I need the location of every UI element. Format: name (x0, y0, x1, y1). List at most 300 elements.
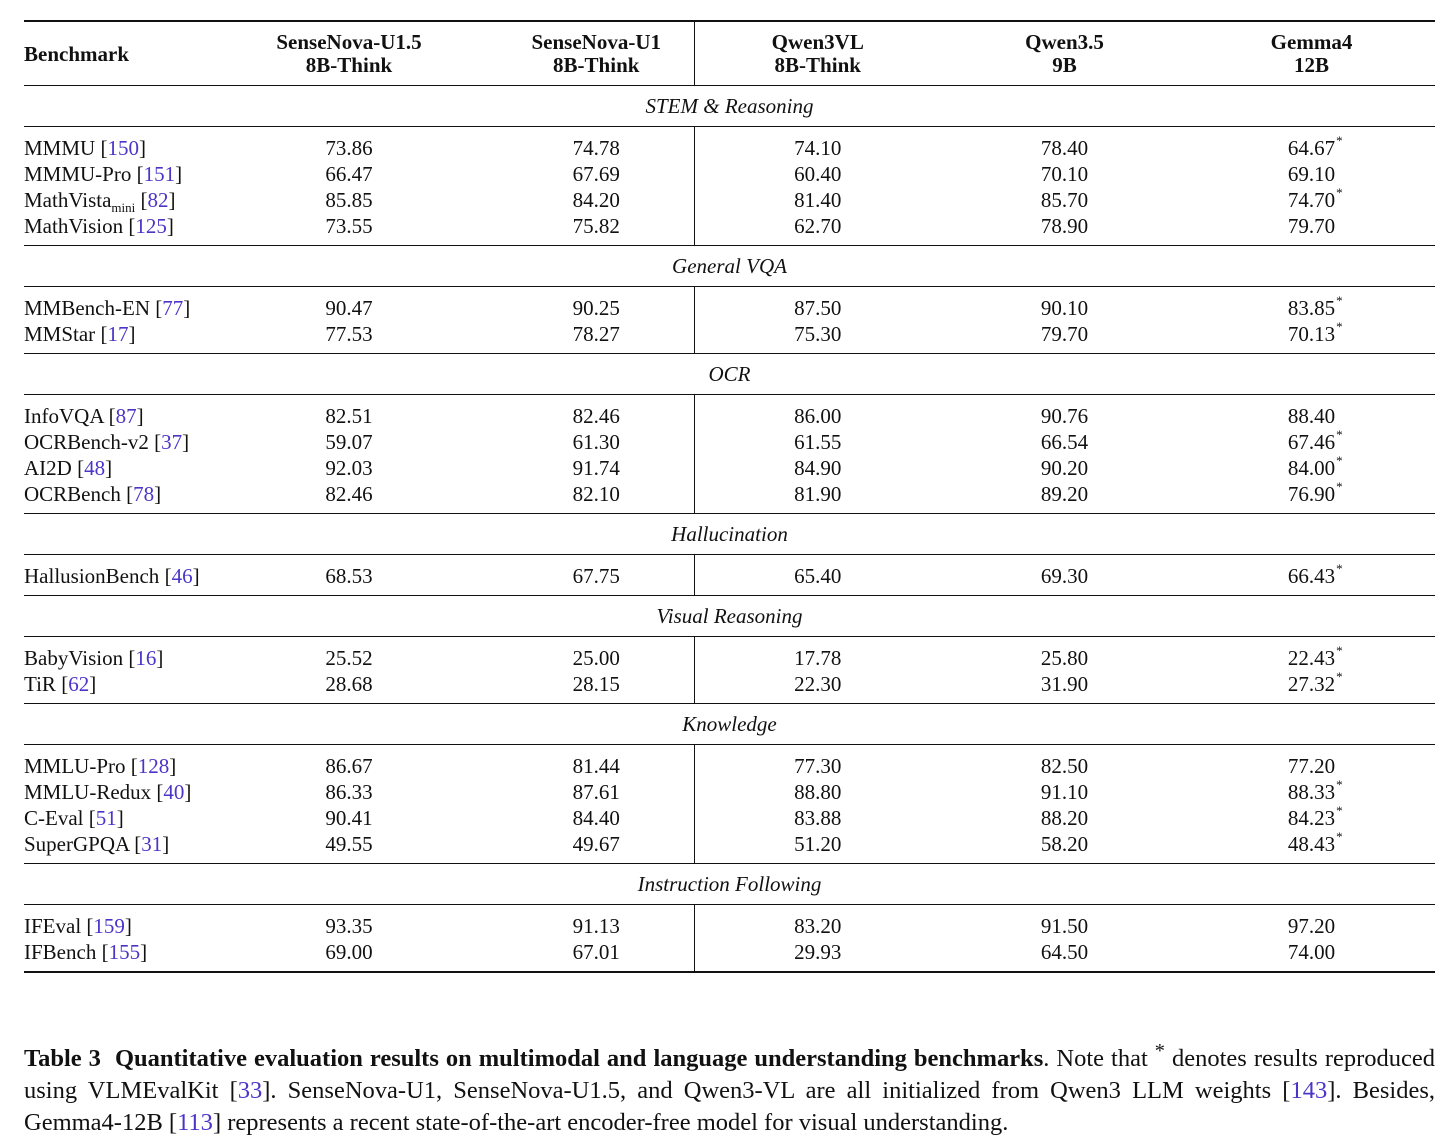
score-cell (499, 671, 694, 704)
citation-link[interactable]: 48 (84, 456, 106, 480)
table-section (24, 86, 1435, 246)
score-value (325, 564, 372, 588)
score-cell (199, 831, 499, 864)
score-number: 28.15 (572, 672, 620, 696)
citation-link[interactable]: 31 (141, 832, 163, 856)
table-row (24, 321, 1435, 354)
citation-link[interactable]: 17 (107, 322, 129, 346)
score-value (325, 404, 372, 428)
score-value (325, 914, 372, 938)
score-value (1041, 940, 1088, 964)
caption-text: ]. Besides, Gemma4-12B [ (24, 1076, 1435, 1136)
score-number: 90.25 (572, 296, 620, 320)
score-number: 29.93 (794, 940, 842, 964)
score-cell (1188, 287, 1435, 322)
score-cell (199, 287, 499, 322)
score-number: 83.85 (1287, 296, 1336, 320)
table-row (24, 287, 1435, 322)
reproduced-marker: * (1336, 803, 1343, 818)
score-cell (499, 805, 694, 831)
score-value (1287, 829, 1343, 856)
score-number: 90.76 (1040, 404, 1089, 428)
score-number: 22.43 (1287, 646, 1336, 670)
score-number: 85.85 (325, 188, 373, 212)
score-cell (1188, 831, 1435, 864)
score-value (325, 456, 372, 480)
score-cell (1188, 455, 1435, 481)
score-number: 66.54 (1040, 430, 1089, 454)
score-cell (694, 481, 941, 514)
score-cell (499, 745, 694, 780)
section-title: OCR (24, 354, 1435, 395)
benchmark-name: MathVision (24, 214, 124, 238)
score-value (573, 672, 620, 696)
caption-citation-link[interactable]: 33 (237, 1076, 263, 1104)
benchmark-cell: HallusionBench [46] (24, 564, 200, 588)
score-cell (199, 127, 499, 162)
score-number: 49.67 (572, 832, 620, 856)
benchmark-name: InfoVQA (24, 404, 104, 428)
score-value (325, 482, 372, 506)
score-value (1041, 780, 1088, 804)
score-cell (941, 455, 1188, 481)
score-cell (499, 187, 694, 213)
score-number: 90.10 (1040, 296, 1089, 320)
score-number: 82.46 (572, 404, 620, 428)
score-number: 84.20 (572, 188, 620, 212)
header-model-size: 12B (1293, 52, 1329, 77)
benchmark-cell: TiR [62] (24, 672, 97, 696)
score-number: 65.40 (794, 564, 842, 588)
header-benchmark: Benchmark (24, 41, 129, 66)
score-value (1041, 646, 1088, 670)
score-number: 91.50 (1040, 914, 1089, 938)
score-value (1041, 832, 1088, 856)
score-cell (199, 805, 499, 831)
benchmark-cell: OCRBench [78] (24, 482, 162, 506)
score-cell (941, 481, 1188, 514)
score-number: 77.53 (325, 322, 373, 346)
score-value (1041, 136, 1088, 160)
score-number: 87.61 (572, 780, 620, 804)
score-value (1041, 404, 1088, 428)
score-value (1287, 185, 1343, 212)
score-value (325, 322, 372, 346)
score-number: 70.10 (1040, 162, 1089, 186)
score-number: 25.80 (1040, 646, 1089, 670)
score-number: 83.88 (794, 806, 842, 830)
score-number: 28.68 (325, 672, 373, 696)
header-model-sensenova-u15 (199, 21, 499, 86)
score-number: 62.70 (794, 214, 842, 238)
score-number: 78.27 (572, 322, 620, 346)
score-cell (941, 127, 1188, 162)
citation-link[interactable]: 87 (115, 404, 137, 428)
score-cell (694, 429, 941, 455)
score-value (1287, 293, 1343, 320)
score-cell (1188, 745, 1435, 780)
table-section (24, 596, 1435, 704)
score-cell (199, 455, 499, 481)
caption-citation-link[interactable]: 143 (1290, 1076, 1328, 1104)
score-value (573, 404, 620, 428)
table-row (24, 127, 1435, 162)
caption-label: Table 3 (24, 1044, 101, 1072)
benchmark-name: TiR (24, 672, 56, 696)
score-cell (1188, 187, 1435, 213)
score-cell (199, 321, 499, 354)
score-cell (499, 481, 694, 514)
table-row (24, 671, 1435, 704)
score-value (794, 322, 841, 346)
score-value (1288, 162, 1335, 186)
score-number: 69.10 (1287, 162, 1336, 186)
score-cell (941, 671, 1188, 704)
score-value (325, 832, 372, 856)
reproduced-marker: * (1336, 453, 1343, 468)
score-number: 87.50 (794, 296, 842, 320)
reproduced-marker: * (1336, 427, 1343, 442)
section-header-row (24, 704, 1435, 745)
score-value (794, 754, 841, 778)
score-value (1041, 482, 1088, 506)
score-value (794, 188, 841, 212)
score-cell (694, 905, 941, 940)
table-row (24, 745, 1435, 780)
section-title: Knowledge (24, 704, 1435, 745)
reproduced-marker: * (1336, 185, 1343, 200)
score-cell (694, 161, 941, 187)
score-cell (199, 745, 499, 780)
score-number: 58.20 (1040, 832, 1089, 856)
benchmark-name: HallusionBench (24, 564, 160, 588)
table-section (24, 864, 1435, 973)
table-row (24, 905, 1435, 940)
score-cell (199, 671, 499, 704)
header-model-size: 8B-Think (553, 52, 640, 77)
score-number: 25.52 (325, 646, 373, 670)
score-cell (1188, 939, 1435, 972)
score-number: 67.01 (572, 940, 620, 964)
section-header-row (24, 514, 1435, 555)
citation-link[interactable]: 46 (171, 564, 193, 588)
citation-link[interactable]: 51 (95, 806, 117, 830)
score-number: 70.13 (1287, 322, 1336, 346)
benchmark-cell: AI2D [48] (24, 456, 113, 480)
citation-link[interactable]: 40 (163, 780, 185, 804)
score-value (1041, 914, 1088, 938)
header-model-size: 8B-Think (774, 52, 861, 77)
score-cell (941, 429, 1188, 455)
score-number: 91.13 (572, 914, 620, 938)
score-value (325, 162, 372, 186)
benchmark-cell: BabyVision [16] (24, 646, 164, 670)
benchmark-name: MMStar (24, 322, 96, 346)
score-value (794, 646, 841, 670)
benchmark-cell: IFBench [155] (24, 939, 199, 972)
score-number: 77.30 (794, 754, 842, 778)
header-model-name: SenseNova-U1 (531, 29, 661, 54)
score-value (1287, 777, 1343, 804)
score-cell (694, 831, 941, 864)
citation-link[interactable]: 62 (68, 672, 90, 696)
score-cell (941, 745, 1188, 780)
header-model-size: 8B-Think (305, 52, 393, 77)
score-value (1041, 456, 1088, 480)
header-model-name: SenseNova-U1.5 (276, 29, 422, 54)
score-value (573, 482, 620, 506)
score-number: 67.46 (1287, 430, 1336, 454)
score-cell (1188, 161, 1435, 187)
table-section (24, 704, 1435, 864)
score-cell (941, 939, 1188, 972)
score-number: 84.90 (794, 456, 842, 480)
score-number: 67.75 (572, 564, 620, 588)
benchmark-name: BabyVision (24, 646, 124, 670)
benchmark-name: AI2D (24, 456, 72, 480)
score-value (325, 646, 372, 670)
citation-link[interactable]: 37 (161, 430, 183, 454)
score-number: 74.10 (794, 136, 842, 160)
score-number: 60.40 (794, 162, 842, 186)
score-value (1041, 806, 1088, 830)
score-cell (499, 637, 694, 672)
score-value (325, 940, 372, 964)
reproduced-marker: * (1336, 133, 1343, 148)
benchmark-cell: OCRBench-v2 [37] (24, 430, 190, 454)
reproduced-marker: * (1336, 777, 1343, 792)
benchmark-name: IFBench (24, 940, 97, 964)
score-value (1287, 561, 1343, 588)
score-value (794, 780, 841, 804)
score-cell (499, 429, 694, 455)
score-number: 93.35 (325, 914, 373, 938)
benchmark-cell: C-Eval [51] (24, 806, 124, 830)
score-value (573, 322, 620, 346)
score-value (325, 214, 372, 238)
score-cell (1188, 213, 1435, 246)
reproduced-marker: * (1336, 669, 1343, 684)
table-header (24, 21, 1435, 86)
score-number: 68.53 (325, 564, 373, 588)
score-number: 69.30 (1040, 564, 1089, 588)
score-cell (499, 779, 694, 805)
score-number: 89.20 (1040, 482, 1089, 506)
score-value (573, 832, 620, 856)
score-cell (199, 395, 499, 430)
score-value (794, 482, 841, 506)
score-cell (199, 779, 499, 805)
score-value (325, 188, 372, 212)
score-number: 90.47 (325, 296, 373, 320)
score-number: 81.90 (794, 482, 842, 506)
score-number: 82.50 (1040, 754, 1089, 778)
benchmark-cell: IFEval [159] (24, 914, 132, 938)
score-number: 64.50 (1040, 940, 1089, 964)
score-value (1287, 669, 1343, 696)
reproduced-marker: * (1336, 479, 1343, 494)
header-model-qwen35 (941, 21, 1188, 86)
score-cell (499, 831, 694, 864)
score-value (573, 188, 620, 212)
score-value (1288, 404, 1335, 428)
score-number: 84.40 (572, 806, 620, 830)
score-cell (694, 287, 941, 322)
caption-citation-link[interactable]: 113 (177, 1108, 213, 1136)
benchmark-cell: MathVision [125] (24, 214, 174, 238)
score-cell (941, 395, 1188, 430)
citation-link[interactable]: 155 (108, 940, 141, 964)
score-cell (941, 779, 1188, 805)
score-number: 66.43 (1287, 564, 1336, 588)
score-value (794, 430, 841, 454)
citation-link[interactable]: 150 (107, 136, 139, 160)
score-value (1288, 214, 1335, 238)
score-value (1041, 672, 1088, 696)
citation-link[interactable]: 159 (93, 914, 125, 938)
score-number: 49.55 (325, 832, 373, 856)
table-section (24, 514, 1435, 596)
benchmark-name: MMLU-Redux (24, 780, 152, 804)
score-cell (941, 161, 1188, 187)
score-number: 61.30 (572, 430, 620, 454)
benchmark-cell: MMMU-Pro [151] (24, 162, 183, 186)
score-number: 48.43 (1287, 832, 1336, 856)
score-cell (499, 161, 694, 187)
score-value (1288, 940, 1335, 964)
score-value (1041, 162, 1088, 186)
score-number: 59.07 (325, 430, 373, 454)
score-number: 84.00 (1287, 456, 1336, 480)
score-value (1041, 188, 1088, 212)
table-caption (24, 1035, 1435, 1139)
score-value (794, 296, 841, 320)
section-header-row (24, 246, 1435, 287)
score-number: 25.00 (572, 646, 620, 670)
score-value (325, 780, 372, 804)
benchmark-cell: MMMU [150] (24, 136, 146, 160)
score-cell (1188, 637, 1435, 672)
score-value (1287, 319, 1343, 346)
table-row (24, 395, 1435, 430)
score-number: 92.03 (325, 456, 373, 480)
score-cell (499, 213, 694, 246)
citation-link[interactable]: 151 (143, 162, 176, 186)
benchmark-name: MathVista (24, 188, 112, 212)
benchmark-cell: MMLU-Redux [40] (24, 780, 192, 804)
score-value (1041, 430, 1088, 454)
score-number: 84.23 (1287, 806, 1336, 830)
score-number: 79.70 (1287, 214, 1336, 238)
score-number: 31.90 (1040, 672, 1089, 696)
score-value (325, 136, 372, 160)
score-value (573, 214, 620, 238)
score-number: 17.78 (794, 646, 842, 670)
citation-link[interactable]: 16 (135, 646, 157, 670)
results-table (24, 20, 1435, 973)
score-value (794, 806, 841, 830)
benchmark-name: MMMU-Pro (24, 162, 132, 186)
section-header-row (24, 354, 1435, 395)
benchmark-subscript: mini (111, 200, 136, 216)
citation-link[interactable]: 82 (147, 188, 169, 212)
section-header-row (24, 864, 1435, 905)
table-row (24, 779, 1435, 805)
score-value (573, 914, 620, 938)
header-model-gemma4 (1188, 21, 1435, 86)
score-cell (941, 287, 1188, 322)
caption-star: * (1154, 1039, 1165, 1062)
score-number: 86.00 (794, 404, 842, 428)
score-number: 91.10 (1040, 780, 1089, 804)
benchmark-name: C-Eval (24, 806, 84, 830)
score-number: 88.33 (1287, 780, 1336, 804)
citation-link[interactable]: 128 (137, 754, 170, 778)
score-cell (941, 321, 1188, 354)
header-model-name: Qwen3VL (771, 29, 864, 54)
score-number: 75.30 (794, 322, 842, 346)
score-number: 74.70 (1287, 188, 1336, 212)
score-cell (941, 805, 1188, 831)
score-value (573, 646, 620, 670)
score-value (1287, 803, 1343, 830)
score-value (1287, 133, 1343, 160)
score-number: 67.69 (572, 162, 620, 186)
table-row (24, 831, 1435, 864)
score-value (573, 564, 620, 588)
score-number: 74.78 (572, 136, 620, 160)
caption-text: . Note that (1043, 1044, 1155, 1072)
citation-link[interactable]: 78 (133, 482, 155, 506)
citation-link[interactable]: 77 (162, 296, 184, 320)
reproduced-marker: * (1336, 643, 1343, 658)
header-model-size: 9B (1052, 52, 1077, 77)
score-number: 82.46 (325, 482, 373, 506)
score-cell (694, 637, 941, 672)
score-number: 73.55 (325, 214, 373, 238)
score-cell (1188, 905, 1435, 940)
header-model-sensenova-u1 (499, 21, 694, 86)
citation-link[interactable]: 125 (135, 214, 167, 238)
table-row (24, 187, 1435, 213)
score-number: 88.40 (1287, 404, 1336, 428)
header-model-qwen3vl (694, 21, 941, 86)
score-number: 86.33 (325, 780, 373, 804)
table-row (24, 805, 1435, 831)
reproduced-marker: * (1336, 561, 1343, 576)
caption-title: Quantitative evaluation results on multimodal and language understanding benchmarks (114, 1044, 1044, 1072)
score-cell (499, 455, 694, 481)
score-number: 81.40 (794, 188, 842, 212)
score-number: 88.20 (1040, 806, 1089, 830)
score-cell (1188, 555, 1435, 596)
score-value (794, 832, 841, 856)
score-cell (1188, 481, 1435, 514)
score-cell (941, 637, 1188, 672)
score-cell (941, 213, 1188, 246)
score-cell (941, 831, 1188, 864)
score-value (1288, 914, 1335, 938)
score-number: 97.20 (1287, 914, 1336, 938)
score-number: 83.20 (794, 914, 842, 938)
score-value (573, 456, 620, 480)
score-value (794, 564, 841, 588)
score-number: 79.70 (1040, 322, 1089, 346)
score-cell (499, 127, 694, 162)
score-cell (1188, 429, 1435, 455)
score-cell (199, 555, 499, 596)
score-value (325, 806, 372, 830)
